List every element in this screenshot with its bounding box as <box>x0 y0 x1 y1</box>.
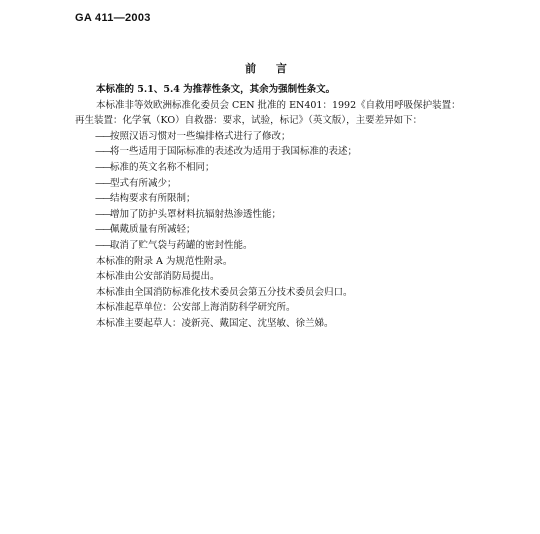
list-item <box>75 238 467 254</box>
list-item <box>75 129 467 145</box>
dash-marker: —— <box>95 239 110 251</box>
list-item-text: 佩戴质量有所减轻； <box>110 224 196 236</box>
list-item <box>75 144 467 160</box>
list-item <box>75 191 467 207</box>
list-item-text: 结构要求有所限制； <box>110 193 196 205</box>
list-item-text: 取消了贮气袋与药罐的密封性能。 <box>110 239 253 251</box>
paragraph-proposed-by: 本标准由公安部消防局提出。 <box>96 271 220 283</box>
paragraph-drafters: 本标准主要起草人：凌新亮、戴国定、沈坚敏、徐兰娣。 <box>96 317 334 329</box>
list-item-text: 按照汉语习惯对一些编排格式进行了修改； <box>110 130 291 142</box>
dash-marker: —— <box>95 146 110 158</box>
dash-marker: —— <box>95 177 110 189</box>
list-item <box>75 176 467 192</box>
paragraph-recommendation: 本标准的 5.1、5.4 为推荐性条文，其余为强制性条文。 <box>96 84 336 95</box>
list-item-text: 标准的英文名称不相同； <box>110 161 215 173</box>
paragraph-appendix: 本标准的附录 A 为规范性附录。 <box>96 255 233 267</box>
list-item-text: 将一些适用于国际标准的表述改为适用于我国标准的表述； <box>110 146 358 158</box>
dash-marker: —— <box>95 130 110 142</box>
page-title: 前 言 <box>245 62 295 75</box>
document-body <box>75 82 467 332</box>
list-item-text: 增加了防护头罩材料抗辐射热渗透性能； <box>110 208 282 220</box>
standard-code: GA 411—2003 <box>75 12 151 24</box>
paragraph-drafting-unit: 本标准起草单位：公安部上海消防科学研究所。 <box>96 302 296 314</box>
dash-marker: —— <box>95 208 110 220</box>
list-item <box>75 160 467 176</box>
list-item-text: 型式有所减少； <box>110 177 177 189</box>
dash-marker: —— <box>95 193 110 205</box>
dash-marker: —— <box>95 161 110 173</box>
paragraph-equivalence: 本标准非等效欧洲标准化委员会 CEN 批准的 EN401：1992《自救用呼吸保护装置：再生装置：化学氧（KO）自救器：要求，试验，标记》（英文版），主要差异如下： <box>75 99 461 127</box>
list-item <box>75 207 467 223</box>
list-item <box>75 222 467 238</box>
paragraph-centralized-by: 本标准由全国消防标准化技术委员会第五分技术委员会归口。 <box>96 286 353 298</box>
dash-marker: —— <box>95 224 110 236</box>
